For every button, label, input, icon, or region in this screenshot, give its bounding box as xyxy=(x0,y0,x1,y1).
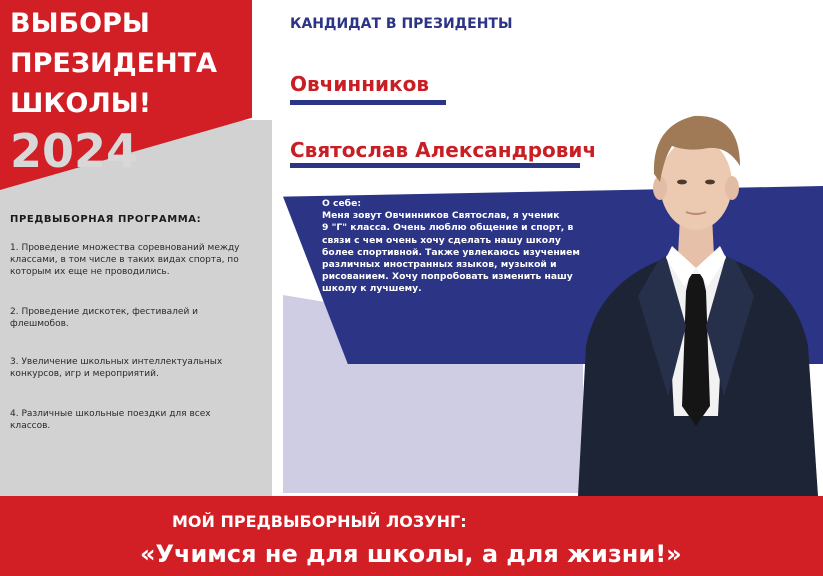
about-text xyxy=(322,198,592,296)
about-line: 9 "Г" класса. Очень люблю общение и спорт, в xyxy=(322,222,574,234)
program-title: ПРЕДВЫБОРНАЯ ПРОГРАММА: xyxy=(10,214,202,225)
program-item-1: 1. Проведение множества соревнований между классами, в том числе в таких видах спорта, по которым их еще не проводились. xyxy=(10,243,240,277)
about-line: различных иностранных языков, музыкой и xyxy=(322,259,557,271)
about-line: рисованием. Хочу попробовать изменить нашу xyxy=(322,271,573,283)
title-line-3: ШКОЛЫ! xyxy=(10,88,152,119)
about-line: связи с чем очень хочу сделать нашу школу xyxy=(322,234,561,246)
candidate-name: Святослав Александрович xyxy=(290,138,597,162)
candidate-surname: Овчинников xyxy=(290,72,430,96)
program-item-4: 4. Различные школьные поездки для всех классов. xyxy=(10,409,211,431)
about-title: О себе: xyxy=(322,198,362,209)
about-line: более спортивной. Также увлекаюсь изучением xyxy=(322,246,580,258)
program-item-2: 2. Проведение дискотек, фестивалей и флешмобов. xyxy=(10,307,199,329)
name-underline xyxy=(290,163,580,168)
candidate-label: КАНДИДАТ В ПРЕЗИДЕНТЫ xyxy=(290,16,513,32)
about-line: школу к лучшему. xyxy=(322,283,422,295)
election-year: 2024 xyxy=(10,124,139,178)
surname-underline xyxy=(290,100,446,105)
program-item-3: 3. Увеличение школьных интеллектуальных конкурсов, игр и мероприятий. xyxy=(10,357,223,379)
candidate-photo xyxy=(568,96,823,496)
about-line: Меня зовут Овчинников Святослав, я ученик xyxy=(322,210,560,222)
title-line-1: ВЫБОРЫ xyxy=(10,8,150,39)
slogan-text: «Учимся не для школы, а для жизни!» xyxy=(140,540,682,568)
slogan-label: МОЙ ПРЕДВЫБОРНЫЙ ЛОЗУНГ: xyxy=(172,512,467,531)
title-line-2: ПРЕЗИДЕНТА xyxy=(10,48,218,79)
